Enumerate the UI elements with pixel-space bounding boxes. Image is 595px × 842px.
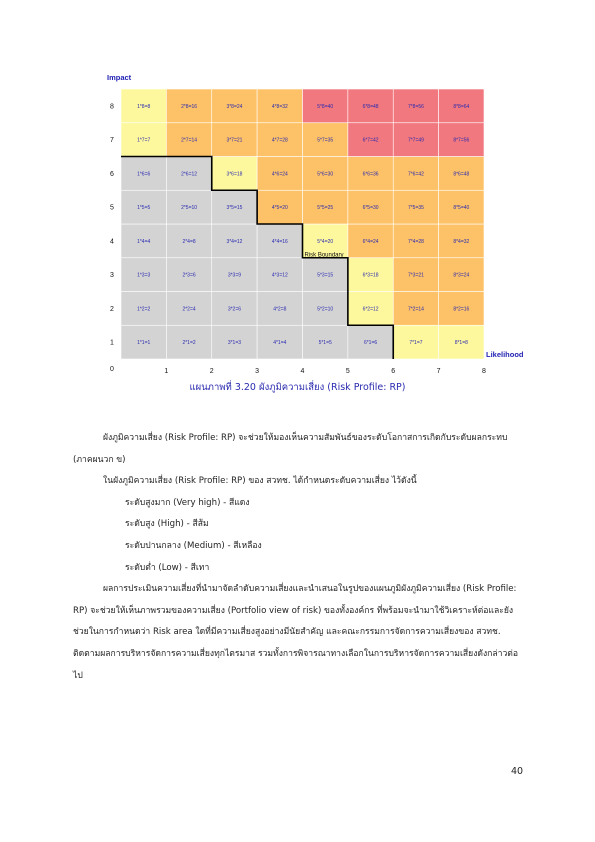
x-tick-label: 4 [300, 368, 305, 375]
cell-label: 6*7=42 [362, 137, 379, 144]
cell-label: 2*8=16 [181, 103, 198, 110]
cell-label: 5*2=10 [317, 306, 334, 313]
cell-label: 5*4=20 [317, 238, 334, 245]
cell-label: 2*3=6 [182, 272, 196, 279]
y-tick-label: 3 [110, 272, 114, 280]
x-tick-label: 3 [255, 368, 260, 375]
level-medium: ระดับปานกลาง (Medium) - สีเหลือง [125, 540, 262, 551]
cell-label: 8*1=8 [454, 340, 468, 347]
cell-label: 8*2=16 [453, 306, 470, 313]
cell-label: 5*8=40 [317, 103, 334, 110]
cell-label: 6*2=12 [362, 306, 379, 313]
cell-label: 7*7=49 [407, 137, 424, 144]
cell-label: 7*2=14 [407, 306, 424, 313]
cell-label: 1*6=6 [137, 171, 151, 178]
cell-label: 1*3=3 [137, 272, 151, 279]
x-tick-label: 0 [110, 366, 114, 373]
cell-label: 2*5=10 [181, 205, 198, 212]
cell-label: 4*1=4 [273, 340, 287, 347]
x-axis-ticks [110, 366, 486, 375]
cell-label: 5*1=5 [318, 340, 332, 347]
y-axis-ticks [110, 103, 114, 346]
cell-label: 2*2=4 [182, 306, 196, 313]
cell-label: 1*5=5 [137, 205, 151, 212]
cell-label: 1*4=4 [137, 238, 151, 245]
x-tick-label: 6 [391, 368, 396, 375]
cell-label: 4*7=28 [271, 137, 288, 144]
y-tick-label: 6 [110, 170, 114, 178]
x-tick-label: 8 [482, 368, 486, 375]
cell-label: 8*4=32 [453, 238, 470, 245]
x-tick-label: 2 [209, 368, 214, 375]
level-very-high: ระดับสูงมาก (Very high) - สีแดง [125, 497, 250, 508]
y-tick-label: 4 [110, 238, 114, 246]
cell-label: 2*6=12 [181, 171, 198, 178]
cell-label: 8*6=48 [453, 171, 470, 178]
cell-label: 8*8=64 [453, 103, 470, 110]
cell-label: 4*4=16 [271, 238, 288, 245]
cell-label: 3*1=3 [227, 340, 242, 347]
x-tick-label: 5 [345, 368, 350, 375]
cell-label: 5*7=35 [317, 137, 334, 144]
cell-label: 7*5=35 [407, 205, 424, 212]
cell-label: 7*8=56 [407, 103, 424, 110]
cell-label: 1*8=8 [137, 103, 151, 110]
x-tick-label: 1 [164, 368, 169, 375]
cell-label: 7*4=28 [407, 238, 424, 245]
page-number: 40 [511, 766, 524, 777]
risk-profile-matrix [0, 0, 595, 380]
cell-label: 7*3=21 [407, 272, 424, 279]
cell-label: 7*6=42 [407, 171, 424, 178]
y-tick-label: 7 [110, 137, 114, 145]
cell-label: 6*8=48 [362, 103, 379, 110]
cell-label: 6*6=36 [362, 171, 379, 178]
cell-label: 6*4=24 [362, 238, 379, 245]
paragraph-closing: ผลการประเมินความเสี่ยงที่นำมาจัดลำดับความเสี่ยงและนำเสนอในรูปของแผนภูมิผังภูมิความเสี่ยง (Risk Profile: RP) จะช่วยให้เห็นภาพรวมของความเสี่ยง (Portfolio view of risk) ของทั้งองค์กร ที่พร้อมจะนำมาใช้วิเคราะห์ต่อและยังช่วยในการกำหนดว่า Risk area ใดที่มีความเสี่ยงสูงอย่างมีนัยสำคัญ และคณะกรรมการจัดการความเสี่ยงของ สวทช. ติดตามผลการบริหารจัดการความเสี่ยงทุกไตรมาส รวมทั้งการพิจารณาทางเลือกในการบริหารจัดการความเสี่ยงดังกล่าวต่อไป [73, 584, 519, 681]
cell-label: 6*1=6 [363, 340, 378, 347]
cell-label: 8*7=56 [453, 137, 470, 144]
cell-label: 2*1=2 [182, 340, 196, 347]
y-axis-label: Impact [107, 73, 132, 82]
risk-boundary-label: Risk Boundary [304, 252, 344, 259]
cell-label: 5*6=30 [317, 171, 334, 178]
cell-label: 3*4=12 [226, 238, 243, 245]
cell-label: 5*3=15 [317, 272, 334, 279]
cell-label: 7*1=7 [409, 340, 423, 347]
figure-caption: แผนภาพที่ 3.20 ผังภูมิความเสี่ยง (Risk Profile: RP) [189, 382, 406, 393]
y-tick-label: 8 [110, 103, 114, 111]
cell-label: 3*2=6 [227, 306, 242, 313]
y-tick-label: 1 [110, 339, 114, 347]
x-axis-label: Likelihood [486, 350, 524, 359]
cell-label: 3*8=24 [226, 103, 243, 110]
level-low: ระดับต่ำ (Low) - สีเทา [125, 562, 210, 573]
cell-label: 8*5=40 [453, 205, 470, 212]
cell-label: 3*7=21 [226, 137, 243, 144]
cell-label: 3*5=15 [226, 205, 243, 212]
cell-label: 4*2=8 [273, 306, 287, 313]
cell-label: 1*1=1 [137, 340, 151, 347]
cell-label: 8*3=24 [453, 272, 470, 279]
cell-label: 1*2=2 [137, 306, 151, 313]
body-text [73, 428, 525, 687]
cell-label: 4*6=24 [271, 171, 288, 178]
cell-label: 3*3=9 [227, 272, 242, 279]
paragraph-intro: ผังภูมิความเสี่ยง (Risk Profile: RP) จะช่วยให้มองเห็นความสัมพันธ์ของระดับโอกาสการเกิดกับระดับผลกระทบ (ภาคผนวก ข) [73, 433, 508, 465]
cell-label: 3*6=18 [226, 171, 243, 178]
cell-label: 5*5=25 [317, 205, 334, 212]
cell-label: 4*3=12 [271, 272, 288, 279]
level-high: ระดับสูง (High) - สีส้ม [125, 519, 209, 530]
cell-label: 2*4=8 [182, 238, 196, 245]
paragraph-levels-intro: ในผังภูมิความเสี่ยง (Risk Profile: RP) ของ สวทช. ได้กำหนดระดับความเสี่ยง ไว้ดังนี้ [103, 476, 417, 487]
y-tick-label: 5 [110, 204, 114, 212]
cell-label: 6*3=18 [362, 272, 379, 279]
cell-label: 2*7=14 [181, 137, 198, 144]
y-tick-label: 2 [110, 305, 114, 313]
x-tick-label: 7 [436, 368, 441, 375]
cell-label: 1*7=7 [137, 137, 151, 144]
cell-label: 4*8=32 [271, 103, 288, 110]
cell-label: 6*5=30 [362, 205, 379, 212]
cell-label: 4*5=20 [271, 205, 288, 212]
